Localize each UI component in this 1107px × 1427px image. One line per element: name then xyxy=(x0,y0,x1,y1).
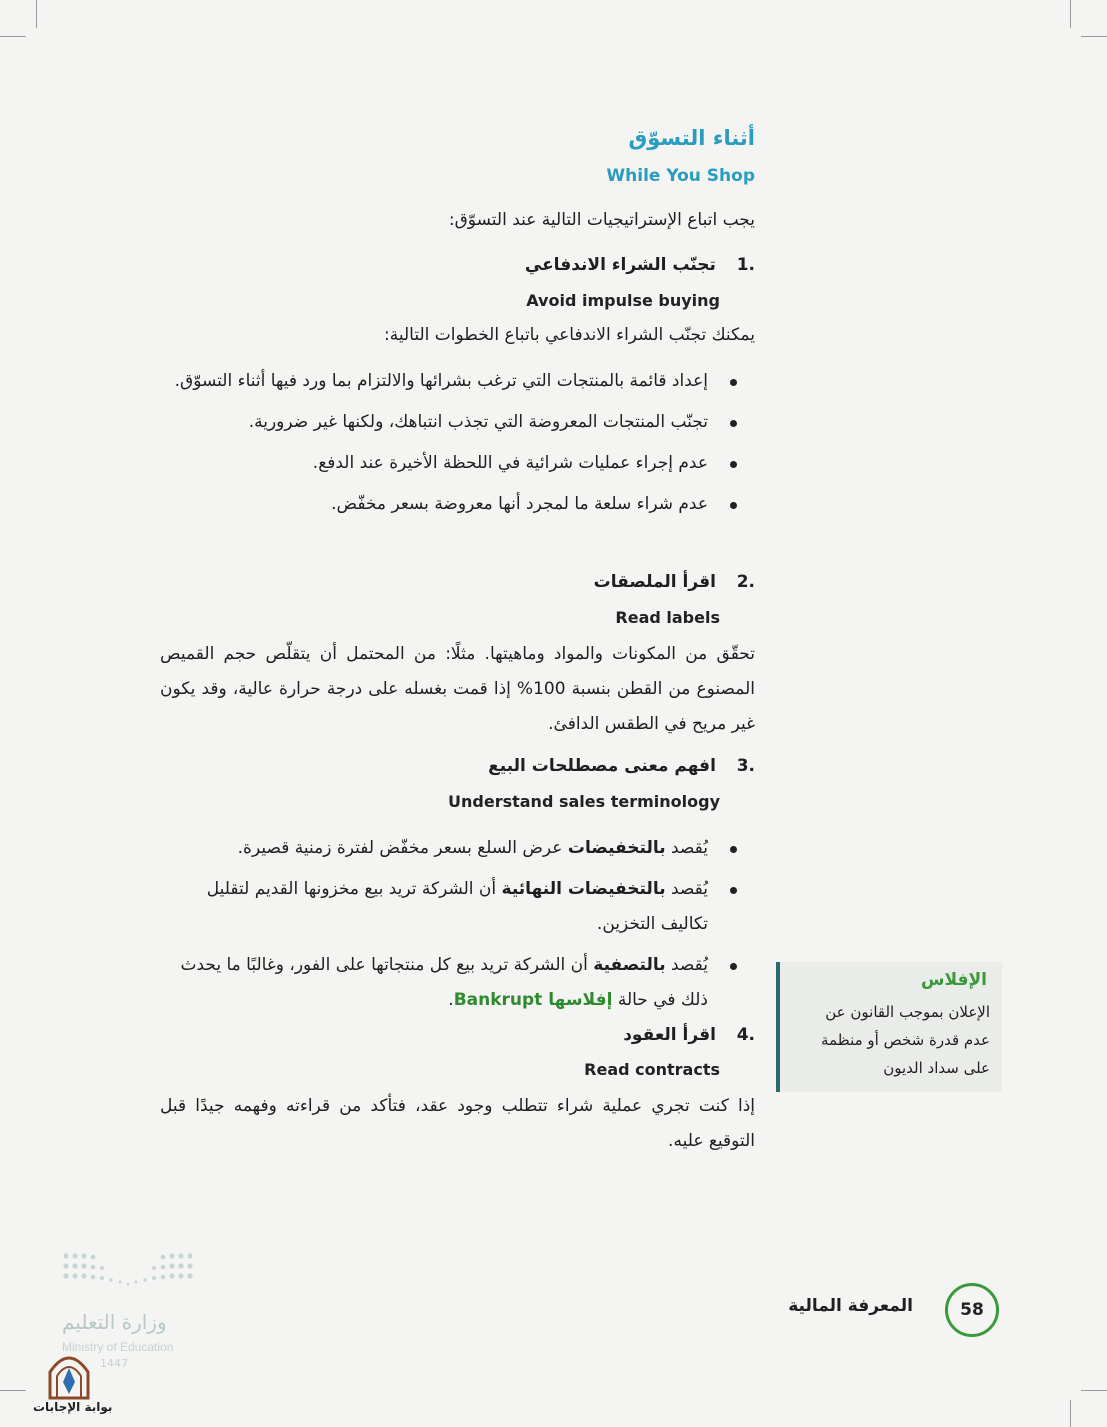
crop-mark xyxy=(36,0,37,28)
item-number: .1 xyxy=(736,255,755,275)
item-4-paragraph: إذا كنت تجري عملية شراء تتطلب وجود عقد، فتأكد من قراءته وفهمه جيدًا قبل التوقيع عليه. xyxy=(160,1096,755,1151)
bullet-icon xyxy=(730,502,737,509)
item-3-heading xyxy=(155,756,755,776)
list-item: إعداد قائمة بالمنتجات التي ترغب بشرائها والالتزام بما ورد فيها أثناء التسوّق. xyxy=(160,364,755,399)
item-number: .2 xyxy=(736,572,755,592)
term: بالتصفية xyxy=(593,955,666,975)
crop-mark xyxy=(0,1390,26,1391)
book-title: المعرفة المالية xyxy=(788,1296,913,1316)
item-1-heading xyxy=(155,255,755,275)
crop-mark xyxy=(1070,1400,1071,1427)
section-title-en: While You Shop xyxy=(606,166,755,186)
item-number: .3 xyxy=(736,756,755,776)
mosque-logo-icon xyxy=(44,1350,94,1400)
crop-mark xyxy=(1081,1390,1107,1391)
term: بالتخفيضات xyxy=(567,838,666,858)
ministry-year: 1447 xyxy=(100,1357,128,1370)
item-title-en: Read contracts xyxy=(584,1060,720,1079)
crop-mark xyxy=(1081,36,1107,37)
site-watermark: بوابة الإجابات xyxy=(33,1400,113,1414)
term: بالتخفيضات النهائية xyxy=(501,879,666,899)
item-title-en: Avoid impulse buying xyxy=(526,291,720,310)
bullet-icon xyxy=(730,887,737,894)
ministry-name-en: Ministry of Education xyxy=(62,1340,174,1354)
bullet-icon xyxy=(730,461,737,468)
bullet-icon xyxy=(730,963,737,970)
item-title-ar: اقرأ العقود xyxy=(623,1025,716,1045)
crop-mark xyxy=(1070,0,1071,28)
list-item: يُقصد بالتخفيضات النهائية أن الشركة تريد بيع مخزونها القديم لتقليل تكاليف التخزين. xyxy=(160,872,755,942)
item-title-ar: تجنّب الشراء الاندفاعي xyxy=(524,255,716,275)
ministry-logo-dots-icon xyxy=(62,1252,198,1292)
ministry-name-ar: وزارة التعليم xyxy=(62,1310,167,1334)
item-1-lead: يمكنك تجنّب الشراء الاندفاعي باتباع الخطوات التالية: xyxy=(383,325,755,345)
list-item: يُقصد بالتخفيضات عرض السلع بسعر مخفّض لفترة زمنية قصيرة. xyxy=(160,831,755,866)
page-number: 58 xyxy=(945,1283,999,1337)
item-title-ar: اقرأ الملصقات xyxy=(593,572,716,592)
glossary-term: إفلاسها Bankrupt xyxy=(453,990,613,1010)
section-intro: يجب اتباع الإستراتيجيات التالية عند التسوّق: xyxy=(448,210,755,230)
bullet-icon xyxy=(730,420,737,427)
glossary-title: الإفلاس xyxy=(921,970,987,990)
glossary-sidebar xyxy=(776,962,1002,1092)
list-item: عدم إجراء عمليات شرائية في اللحظة الأخيرة عند الدفع. xyxy=(160,446,755,481)
item-2-heading xyxy=(155,572,755,592)
list-item: يُقصد بالتصفية أن الشركة تريد بيع كل منتجاتها على الفور، وغالبًا ما يحدث ذلك في حالة إفلاسها Bankrupt. xyxy=(160,948,755,1018)
item-title-en: Read labels xyxy=(615,608,720,627)
bullet-icon xyxy=(730,846,737,853)
item-2-paragraph: تحقّق من المكونات والمواد وماهيتها. مثلًا: من المحتمل أن يتقلّص حجم القميص المصنوع من القطن بنسبة 100% إذا قمت بغسله على درجة حرارة عالية، وقد يكون غير مريح في الطقس الدافئ. xyxy=(160,644,755,734)
item-number: .4 xyxy=(736,1025,755,1045)
list-item: تجنّب المنتجات المعروضة التي تجذب انتباهك، ولكنها غير ضرورية. xyxy=(160,405,755,440)
item-3-terms xyxy=(160,831,755,1024)
list-item: عدم شراء سلعة ما لمجرد أنها معروضة بسعر مخفّض. xyxy=(160,487,755,522)
item-4-heading xyxy=(155,1025,755,1045)
glossary-definition: الإعلان بموجب القانون عن عدم قدرة شخص أو منظمة على سداد الديون xyxy=(821,1003,990,1077)
section-title-ar: أثناء التسوّق xyxy=(628,126,755,150)
bullet-icon xyxy=(730,379,737,386)
item-1-bullets xyxy=(160,364,755,528)
crop-mark xyxy=(0,36,26,37)
item-title-en: Understand sales terminology xyxy=(448,792,720,811)
item-title-ar: افهم معنى مصطلحات البيع xyxy=(488,756,716,776)
